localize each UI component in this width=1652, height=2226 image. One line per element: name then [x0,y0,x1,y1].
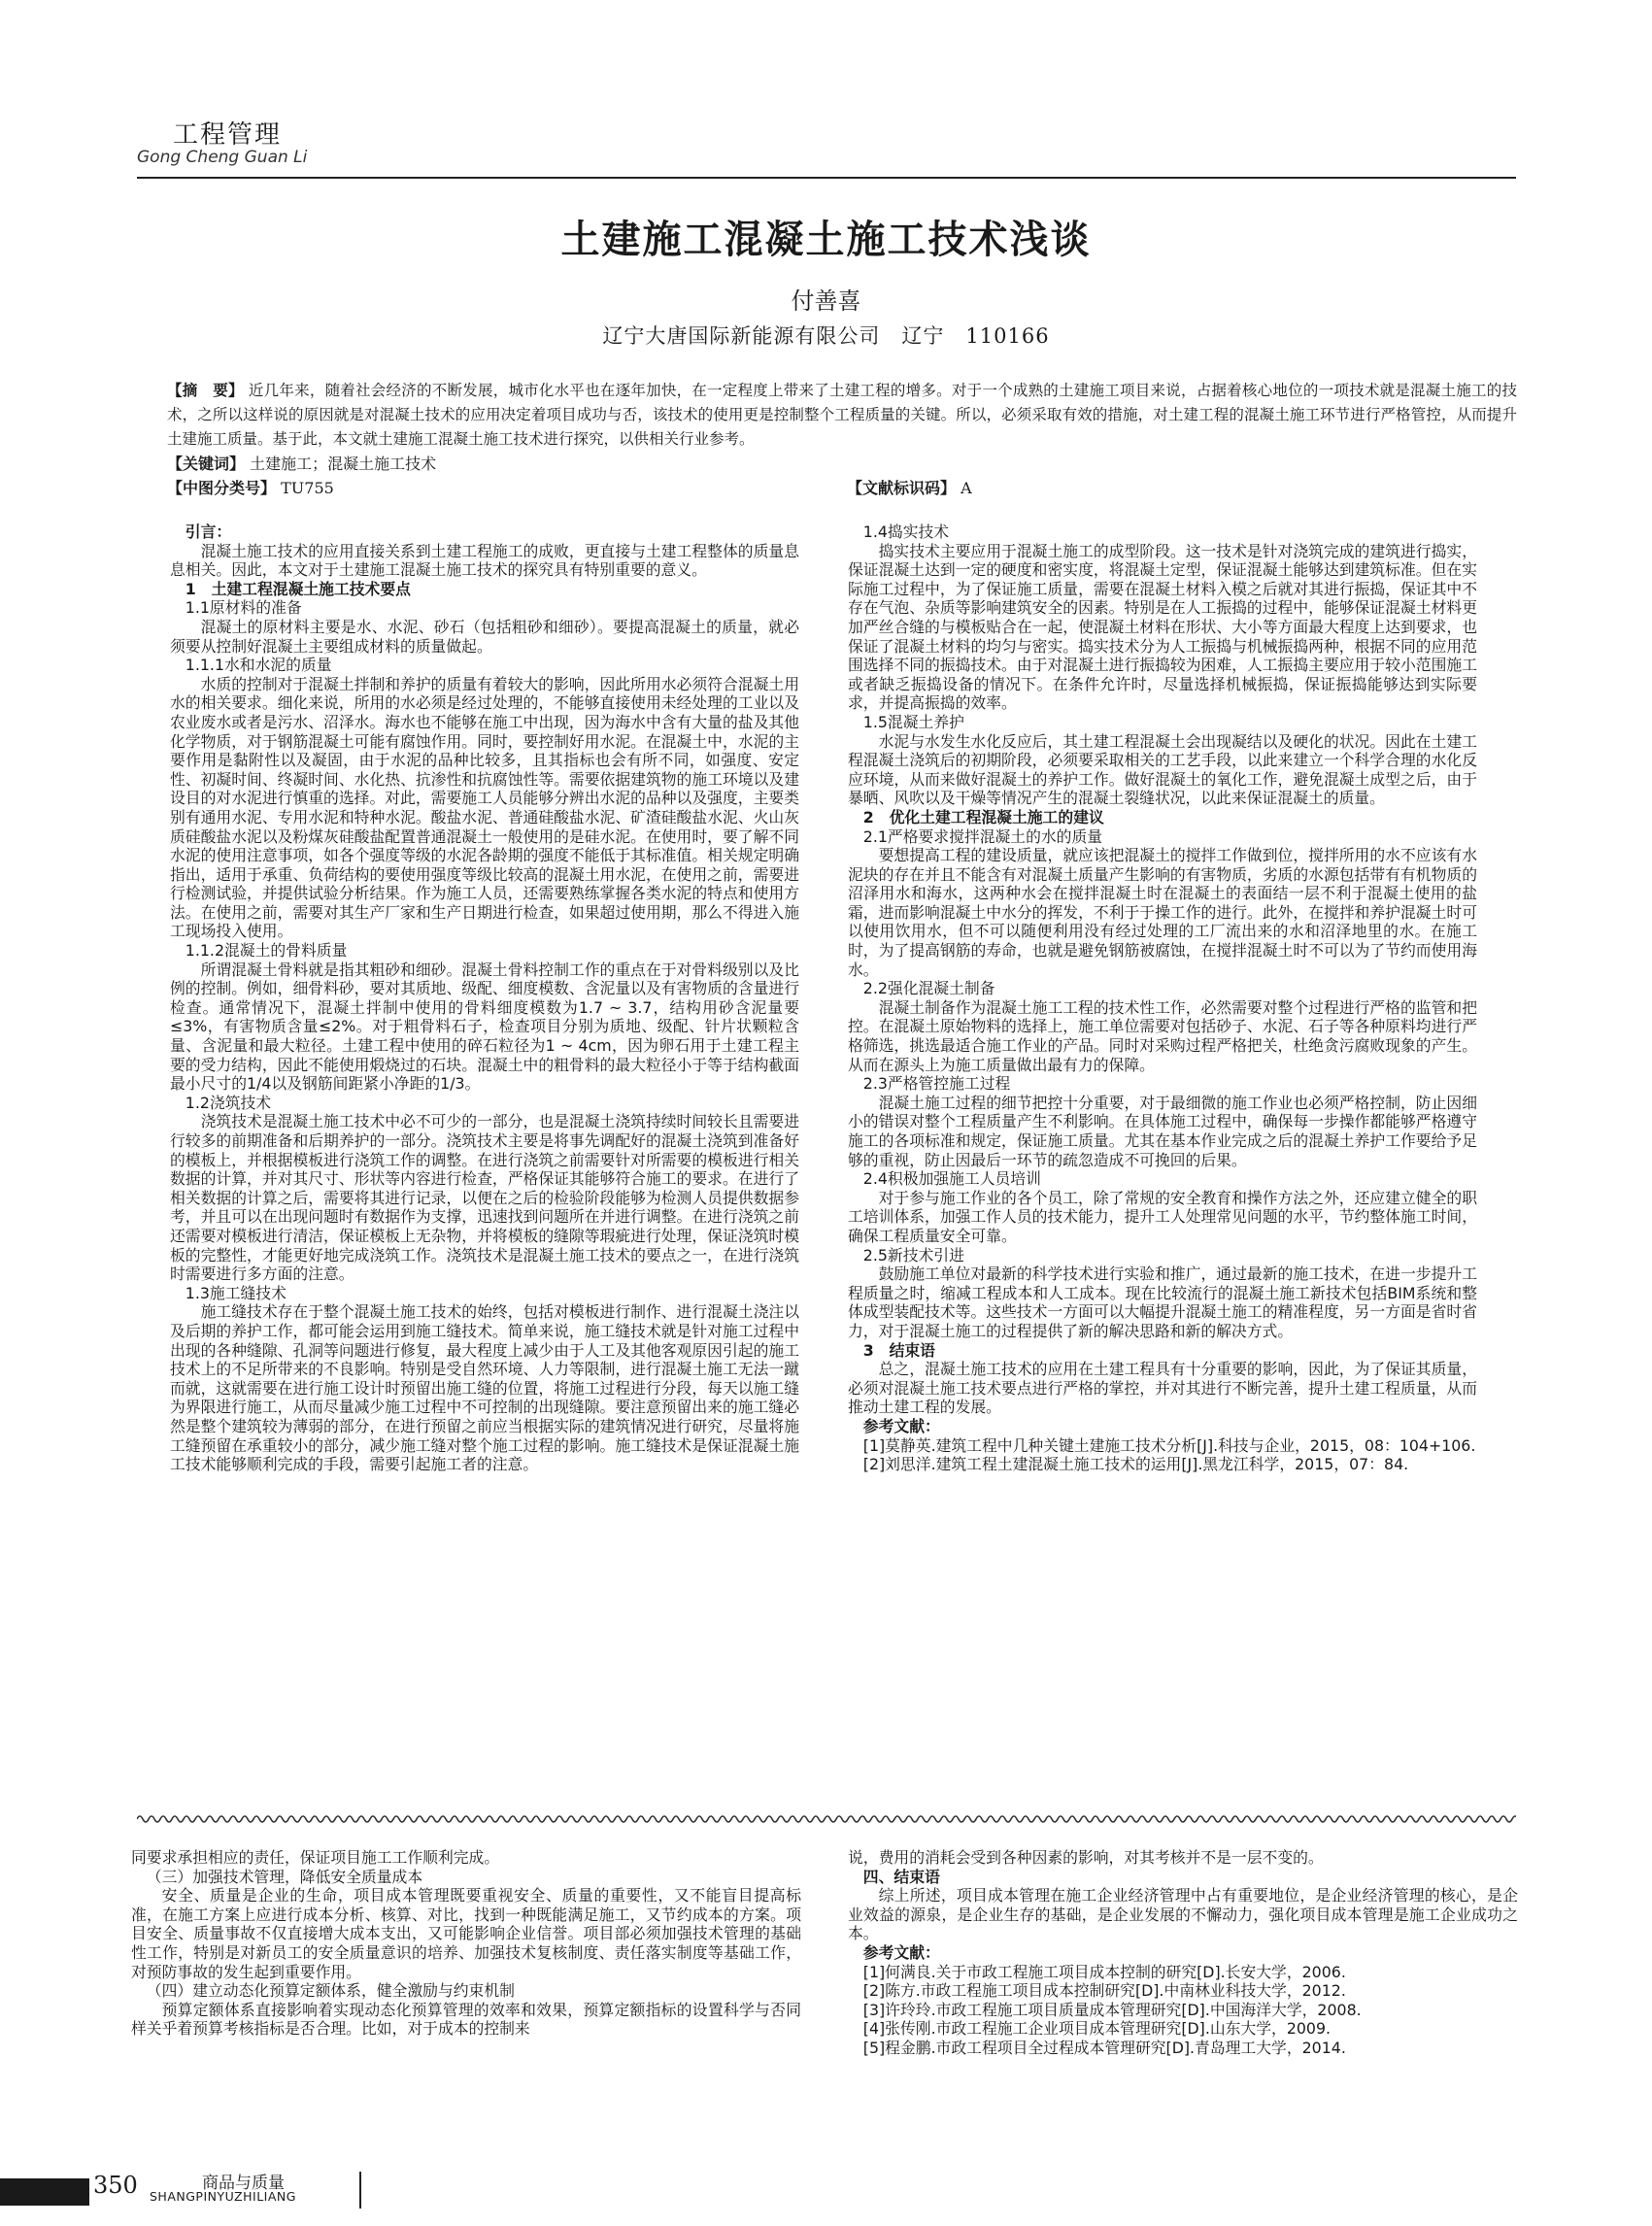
paragraph: 总之，混凝土施工技术的应用在土建工程具有十分重要的影响，因此，为了保证其质量，必须对混凝土施工技术要点进行严格的掌控，并对其进行不断完善，提升土建工程质量，从而推动土建工程的发展。 [848,1360,1477,1417]
section-heading: 参考文献： [862,1416,940,1435]
reference-item: [1]莫静英.建筑工程中几种关键土建施工技术分析[J].科技与企业，2015，08：104+106. [862,1435,1476,1455]
paragraph: 预算定额体系直接影响着实现动态化预算管理的效率和效果，预算定额指标的设置科学与否同样关乎着预算考核指标是否合理。比如，对于成本的控制来 [131,2000,801,2039]
reference-item: [1]何满良.关于市政工程施工项目成本控制的研究[D].长安大学，2006. [862,1962,1346,1981]
section-heading: 2.3严格管控施工过程 [862,1074,1011,1094]
section-heading: 1.3施工缝技术 [185,1283,287,1302]
body-column-left [170,523,799,1474]
section-heading: 2.2强化混凝土制备 [862,979,995,998]
paragraph: 混凝土施工技术的应用直接关系到土建工程施工的成败，更直接与土建工程整体的质量息息相关。因此，本文对于土建施工混凝土施工技术的探究具有特别重要的意义。 [170,541,799,580]
section-heading: 1 土建工程混凝土施工技术要点 [185,579,411,598]
section-heading: 2.1严格要求搅拌混凝土的水的质量 [862,826,1103,846]
paragraph: 对于参与施工作业的各个员工，除了常规的安全教育和操作方法之外，还应建立健全的职工培训体系，加强工作人员的技术能力，提升工人处理常见问题的水平，节约整体施工时间，确保工程质量安全可靠。 [848,1188,1477,1245]
abstract-block [167,378,1517,500]
section-heading: 引言： [185,523,232,541]
journal-name: 商品与质量 [202,2174,285,2193]
section-title: 工程管理 [173,120,283,150]
paragraph: 混凝土施工过程的细节把控十分重要，对于最细微的施工作业也必须严格控制，防止因细小的错误对整个工程质量产生不利影响。在具体施工过程中，确保每一步操作都能够严格遵守施工的各项标准和规定，保证施工质量。尤其在基本作业完成之后的混凝土养护工作要给予足够的重视，防止因最后一环节的疏忽造成不可挽回的后果。 [848,1093,1477,1169]
article-author: 付善喜 [791,287,861,315]
section-heading: 2.5新技术引进 [862,1245,964,1265]
lower-column-right [848,1848,1518,2058]
section-heading: 1.2浇筑技术 [185,1093,272,1112]
section-heading: （三）加强技术管理，降低安全质量成本 [146,1867,423,1886]
wavy-divider [137,1812,1516,1826]
section-heading: 2.4积极加强施工人员培训 [862,1169,1041,1189]
paragraph: 鼓励施工单位对最新的科学技术进行实验和推广，通过最新的施工技术，在进一步提升工程质量之时，缩减工程成本和人工成本。现在比较流行的混凝土施工新技术包括BIM系统和整体成型装配技术等。这些技术一方面可以大幅提升混凝土施工的精准程度，另一方面是省时省力，对于混凝土施工的过程提供了新的解决思路和新的解决方式。 [848,1265,1477,1340]
section-heading: 3 结束语 [862,1340,935,1360]
paragraph: 综上所述，项目成本管理在施工企业经济管理中占有重要地位，是企业经济管理的核心，是企业效益的源泉，是企业生存的基础，是企业发展的不懈动力，强化项目成本管理是施工企业成功之本。 [848,1886,1518,1943]
section-heading: 四、结束语 [862,1867,940,1886]
section-heading: 1.1.1水和水泥的质量 [185,656,332,675]
reference-item: [2]刘思洋.建筑工程土建混凝土施工技术的运用[J].黑龙江科学，2015，07：84. [862,1455,1409,1474]
paragraph: 混凝土的原材料主要是水、水泥、砂石（包括粗砂和细砂）。要提高混凝土的质量，就必须要从控制好混凝土主要组成材料的质量做起。 [170,617,799,656]
footer-bar [0,2178,89,2206]
section-pinyin: Gong Cheng Guan Li [137,148,308,167]
abstract-label: 【摘 要】 [167,381,244,399]
paragraph: 要想提高工程的建设质量，就应该把混凝土的搅拌工作做到位，搅拌所用的水不应该有水泥块的存在并且不能含有对混凝土质量产生影响的有害物质，劣质的水源包括带有有机物质的沼泽用水和海水，这两种水会在搅拌混凝土时在混凝土的表面结一层不利于混凝土使用的盐霜，进而影响混凝土中水分的挥发，不利于于操工作的进行。此外，在搅拌和养护混凝土时可以使用饮用水，但不可以随便利用没有经过处理的工厂流出来的水和沼泽地里的水。在施工时，为了提高钢筋的寿命，也就是避免钢筋被腐蚀，在搅拌混凝土时不可以为了节约而使用海水。 [848,846,1477,979]
section-heading: （四）建立动态化预算定额体系，健全激励与约束机制 [146,1981,515,2001]
clc-label: 【中图分类号】 [167,479,277,497]
body-column-right [848,523,1477,1474]
paragraph: 同要求承担相应的责任，保证项目施工工作顺利完成。 [131,1848,500,1867]
doc-code-label: 【文献标识码】 [847,479,957,497]
section-heading: 1.5混凝土养护 [862,712,964,731]
article-affiliation: 辽宁大唐国际新能源有限公司 辽宁 110166 [602,324,1050,348]
paragraph: 安全、质量是企业的生命，项目成本管理既要重视安全、质量的重要性，又不能盲目提高标准，在施工方案上应进行成本分析、核算、对比，找到一种既能满足施工，又节约成本的方案。项目安全、质量事故不仅直接增大成本支出，又可能影响企业信誉。项目部必须加强技术管理的基础性工作，特别是对新员工的安全质量意识的培养、加强技术复核制度、责任落实制度等基础工作，对预防事故的发生起到重要作用。 [131,1886,801,1981]
paragraph: 说，费用的消耗会受到各种因素的影响，对其考核并不是一层不变的。 [848,1848,1324,1867]
section-heading: 2 优化土建工程混凝土施工的建议 [862,807,1104,826]
doc-code-value: A [961,479,972,497]
section-heading: 参考文献： [862,1942,940,1962]
paragraph: 混凝土制备作为混凝土施工工程的技术性工作，必然需要对整个过程进行严格的监管和把控。在混凝土原始物料的选择上，施工单位需要对包括砂子、水泥、石子等各种原料均进行严格筛选，挑选最适合施工作业的产品。同时对采购过程严格把关，杜绝贪污腐败现象的产生。从而在源头上为施工质量做出最有力的保障。 [848,997,1477,1074]
header-rule [137,177,1516,179]
abstract-text: 近几年来，随着社会经济的不断发展，城市化水平也在逐年加快，在一定程度上带来了土建工程的增多。对于一个成熟的土建施工项目来说，占据着核心地位的一项技术就是混凝土施工的技术，之所以这样说的原因就是对混凝土技术的应用决定着项目成功与否，该技术的使用更是控制整个工程质量的关键。所以，必须采取有效的措施，对土建工程的混凝土施工环节进行严格管控，从而提升土建施工质量。基于此，本文就土建施工混凝土施工技术进行探究，以供相关行业参考。 [167,382,1517,448]
reference-item: [4]张传刚.市政工程施工企业项目成本管理研究[D].山东大学，2009. [862,2019,1332,2039]
keywords-label: 【关键词】 [167,455,246,473]
lower-column-left [131,1848,801,2039]
paragraph: 所谓混凝土骨料就是指其粗砂和细砂。混凝土骨料控制工作的重点在于对骨料级别以及比例的控制。例如，细骨料砂，要对其质地、级配、细度模数、含泥量以及有害物质的含量进行检查。通常情况下，混凝土拌制中使用的骨料细度模数为1.7 ~ 3.7，结构用砂含泥量要≤3%，有害物质含量≤2%。对于粗骨料石子，检查项目分别为质地、级配、针片状颗粒含量、含泥量和最大粒径。土建工程中使用的碎石粒径为1 ~ 4cm，因为卵石用于土建工程主要的受力结构，因此不能使用煅烧过的石块。混凝土中的粗骨料的最大粒径小于等于结构截面最小尺寸的1/4以及钢筋间距紧小净距的1/3。 [170,960,799,1094]
journal-pinyin: SHANGPINYUZHILIANG [150,2189,296,2204]
paragraph: 浇筑技术是混凝土施工技术中必不可少的一部分，也是混凝土浇筑持续时间较长且需要进行较多的前期准备和后期养护的一部分。浇筑技术主要是将事先调配好的混凝土浇筑到准备好的模板上，并根据模板进行浇筑工作的调整。在进行浇筑之前需要针对所需要的模板进行相关数据的计算，并对其尺寸、形状等内容进行检查，严格保证其能够符合施工的要求。在进行了相关数据的计算之后，需要将其进行记录，以便在之后的检验阶段能够为检测人员提供数据参考，并且可以在出现问题时有数据作为支撑，迅速找到问题所在并进行调整。在进行浇筑之前还需要对模板进行清洁，保证模板上无杂物，并将模板的缝隙等瑕疵进行处理，保证浇筑时模板的完整性，才能更好地完成浇筑工作。浇筑技术是混凝土施工技术的要点之一，在进行浇筑时需要进行多方面的注意。 [170,1112,799,1284]
paragraph: 水质的控制对于混凝土拌制和养护的质量有着较大的影响，因此所用水必须符合混凝土用水的相关要求。细化来说，所用的水必须是经过处理的，不能够直接使用未经处理的工业以及农业废水或者是污水、沼泽水。海水也不能够在施工中出现，因为海水中含有大量的盐及其他化学物质，对于钢筋混凝土可能有腐蚀作用。同时，要控制好用水泥。在混凝土中，水泥的主要作用是黏附性以及凝固，由于水泥的品种比较多，且其指标也会有所不同，如强度、安定性、初凝时间、终凝时间、水化热、抗渗性和抗腐蚀性等。需要依据建筑物的施工环境以及建设目的对水泥进行慎重的选择。对此，需要施工人员能够分辨出水泥的品种以及强度，主要类别有通用水泥、专用水泥和特种水泥。酸盐水泥、普通硅酸盐水泥、矿渣硅酸盐水泥、火山灰质硅酸盐水泥以及粉煤灰硅酸盐配置普通混凝土一般使用的是硅水泥。在使用时，要了解不同水泥的使用注意事项，如各个强度等级的水泥各龄期的强度不能低于其标准值。相关规定明确指出，适用于承重、负荷结构的要使用强度等级比较高的混凝土用水泥，在使用之前，需要进行检测试验，并提供试验分析结果。作为施工人员，还需要熟练掌握各类水泥的特点和使用方法。在使用之前，需要对其生产厂家和生产日期进行检查，如果超过使用期，那么不得进入施工现场投入使用。 [170,674,799,941]
page-number: 350 [93,2172,138,2199]
keywords-text: 土建施工；混凝土施工技术 [250,455,437,473]
section-heading: 1.4捣实技术 [862,523,950,541]
section-heading: 1.1原材料的准备 [185,598,302,618]
keywords-line [167,452,1517,476]
paragraph: 水泥与水发生水化反应后，其土建工程混凝土会出现凝结以及硬化的状况。因此在土建工程混凝土浇筑后的初期阶段，必须要采取相关的工艺手段，以此来建立一个科学合理的水化反应环境，从而来做好混凝土的养护工作。做好混凝土的氧化工作，避免混凝土成型之后，由于暴晒、风吹以及干燥等情况产生的混凝土裂缝状况，以此来保证混凝土的质量。 [848,731,1477,808]
paragraph: 捣实技术主要应用于混凝土施工的成型阶段。这一技术是针对浇筑完成的建筑进行捣实，保证混凝土达到一定的硬度和密实度，将混凝土定型，保证混凝土能够达到建筑标准。但在实际施工过程中，为了保证施工质量，需要在混凝土材料入模之后就对其进行振捣，保证其中不存在气泡、杂质等影响建筑安全的因素。特别是在人工振捣的过程中，能够保证混凝土材料更加严丝合缝的与模板贴合在一起，使混凝土材料在形状、大小等方面最大程度上达到要求，也保证了混凝土材料的均匀与密实。捣实技术分为人工振捣与机械振捣两种，根据不同的应用范围选择不同的振捣技术。由于对混凝土进行振捣较为困难，人工振捣主要应用于较小范围施工或者缺乏振捣设备的情况下。在条件允许时，尽量选择机械振捣，保证振捣能够达到实际要求，并提高振捣的效率。 [848,541,1477,713]
article-title: 土建施工混凝土施工技术浅谈 [560,217,1092,262]
clc-value: TU755 [281,479,334,497]
footer-rule [359,2172,361,2209]
section-heading: 1.1.2混凝土的骨料质量 [185,941,348,961]
reference-item: [2]陈方.市政工程施工项目成本控制研究[D].中南林业科技大学，2012. [862,1981,1346,2001]
classification-line [167,476,1517,500]
reference-item: [3]许玲玲.市政工程施工项目质量成本管理研究[D].中国海洋大学，2008. [862,2000,1362,2019]
reference-item: [5]程金鹏.市政工程项目全过程成本管理研究[D].青岛理工大学，2014. [862,2038,1346,2057]
paragraph: 施工缝技术存在于整个混凝土施工技术的始终，包括对模板进行制作、进行混凝土浇注以及后期的养护工作，都可能会运用到施工缝技术。简单来说，施工缝技术就是针对施工过程中出现的各种缝隙、孔洞等问题进行修复，最大程度上减少由于人工及其他客观原因引起的施工技术上的不足所带来的不良影响。特别是受自然环境、人力等限制，进行混凝土施工无法一蹴而就，这就需要在进行施工设计时预留出施工缝的位置，将施工过程进行分段，每天以施工缝为界限进行施工，从而尽量减少施工过程中不可控制的出现缝隙。要注意预留出来的施工缝必然是整个建筑较为薄弱的部分，在进行预留之前应当根据实际的建筑情况进行研究，尽量将施工缝预留在承重较小的部分，减少施工缝对整个施工过程的影响。施工缝技术是保证混凝土施工技术能够顺利完成的手段，需要引起施工者的注意。 [170,1302,799,1474]
